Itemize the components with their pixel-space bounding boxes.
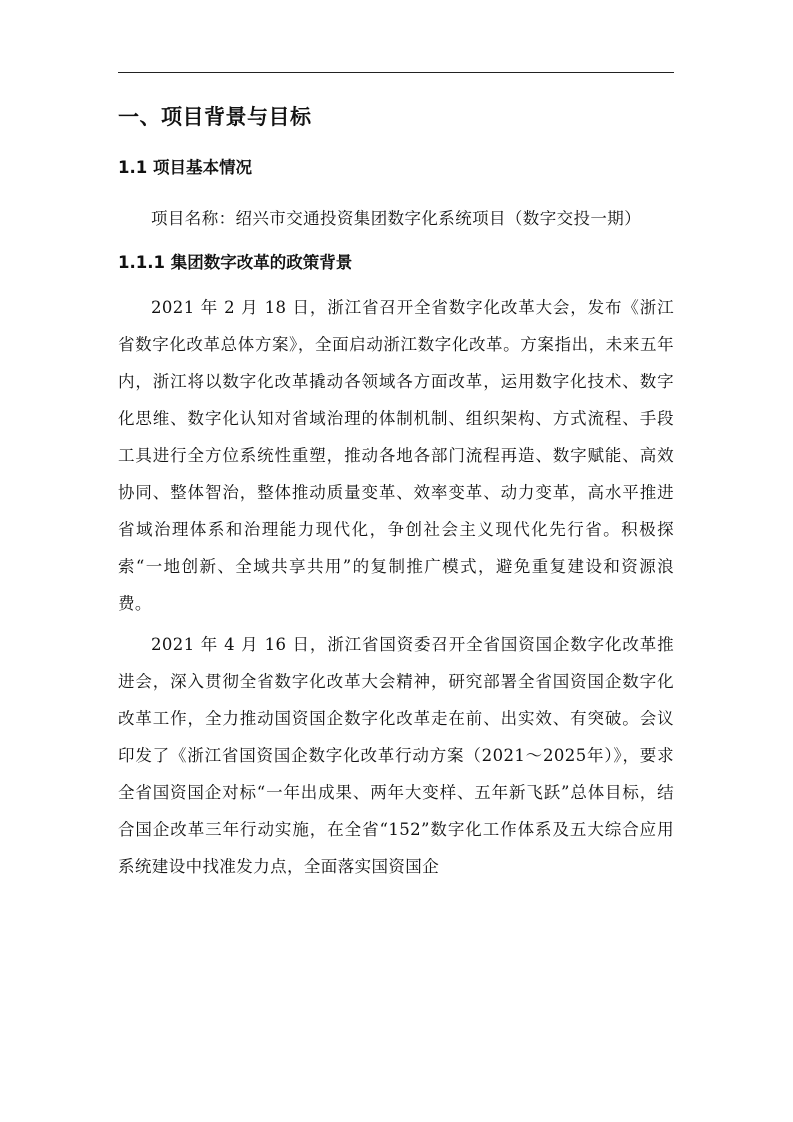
- sub-heading: 1.1 项目基本情况: [118, 158, 252, 177]
- body-paragraph: 2021 年 4 月 16 日，浙江省国资委召开全省国资国企数字化改革推进会，深入贯彻全省数字化改革大会精神，研究部署全省国资国企数字化改革工作，全力推动国资国企数字化改革走在前、出实效、有突破。会议印发了《浙江省国资国企数字化改革行动方案（2021～2025年）》，要求全省国资国企对标“一年出成果、两年大变样、五年新飞跃”总体目标，结合国企改革三年行动实施，在全省“152”数字化工作体系及五大综合应用系统建设中找准发力点，全面落实国资国企: [118, 635, 674, 876]
- document-body: [118, 100, 674, 885]
- header-divider: [118, 72, 674, 73]
- subsub-heading: 1.1.1 集团数字改革的政策背景: [118, 253, 353, 272]
- section-heading: 一、项目背景与目标: [118, 105, 312, 129]
- project-name-line: 项目名称：绍兴市交通投资集团数字化系统项目（数字交投一期）: [151, 209, 642, 228]
- body-paragraph: 2021 年 2 月 18 日，浙江省召开全省数字化改革大会，发布《浙江省数字化改革总体方案》，全面启动浙江数字化改革。方案指出，未来五年内，浙江将以数字化改革撬动各领域各方面改革，运用数字化技术、数字化思维、数字化认知对省域治理的体制机制、组织架构、方式流程、手段工具进行全方位系统性重塑，推动各地各部门流程再造、数字赋能、高效协同、整体智治，整体推动质量变革、效率变革、动力变革，高水平推进省域治理体系和治理能力现代化，争创社会主义现代化先行省。积极探索“一地创新、全域共享共用”的复制推广模式，避免重复建设和资源浪费。: [118, 298, 674, 613]
